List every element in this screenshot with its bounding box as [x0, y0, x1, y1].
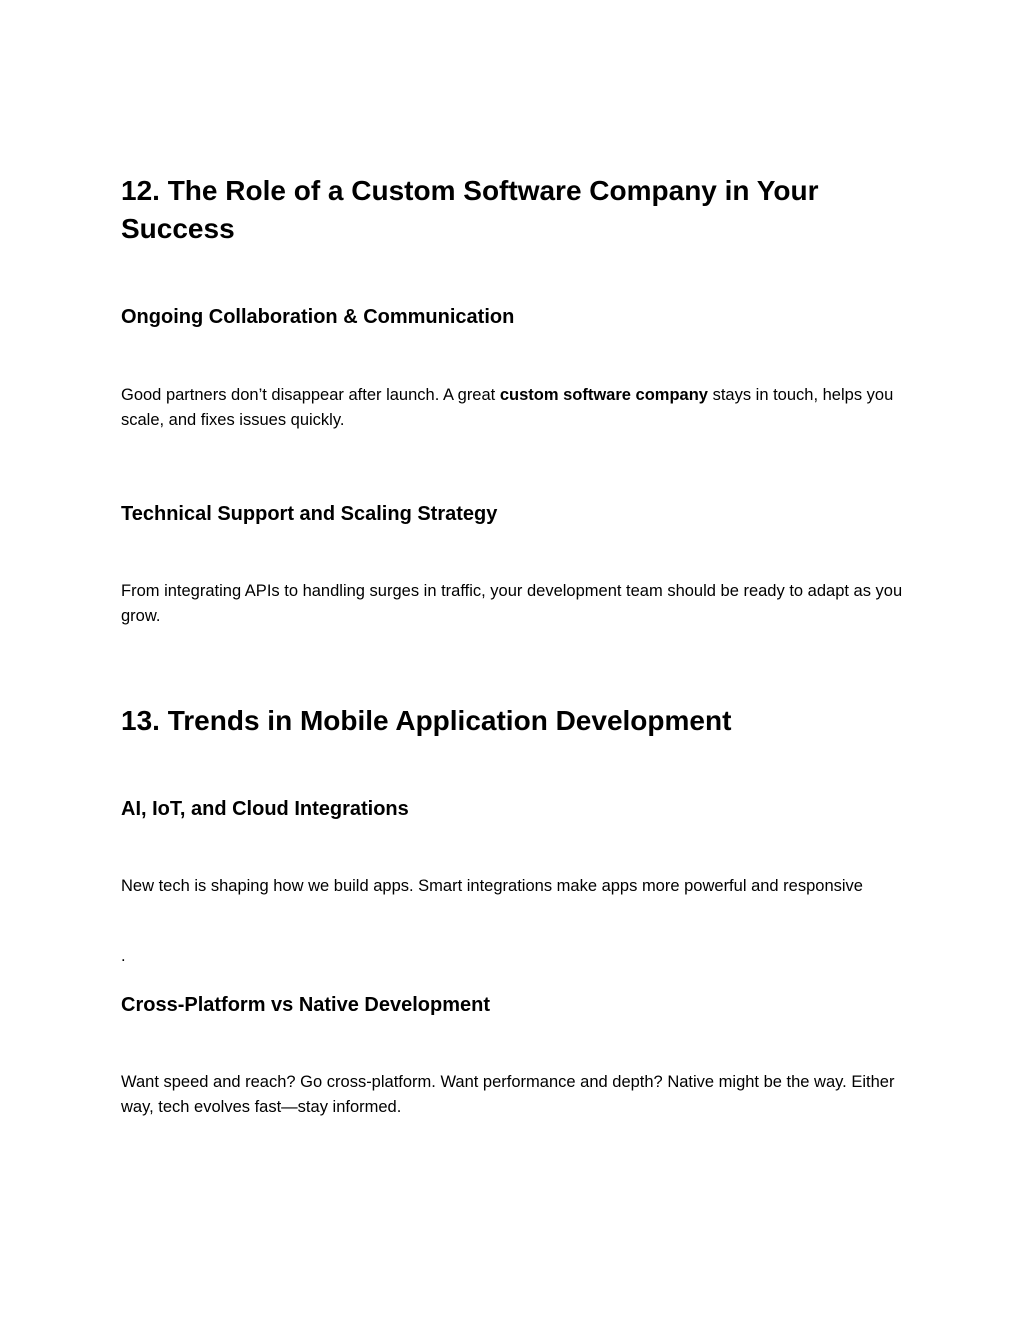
- support-heading: Technical Support and Scaling Strategy: [121, 503, 498, 525]
- collaboration-text-bold: custom software company: [499, 386, 708, 404]
- collaboration-paragraph: [121, 383, 911, 432]
- cross-platform-heading: Cross-Platform vs Native Development: [121, 994, 491, 1016]
- trailing-period: .: [121, 947, 126, 965]
- collaboration-text-end: stays in touch, helps you scale, and fixes issues quickly.: [121, 386, 894, 429]
- section-12-title-line2: Success: [121, 213, 235, 244]
- section-12-title-line1: 12. The Role of a Custom Software Company in Your: [121, 175, 819, 206]
- support-paragraph: From integrating APIs to handling surges in traffic, your development team should be ready to adapt as you grow.: [121, 582, 903, 625]
- cross-platform-paragraph: Want speed and reach? Go cross-platform. Want performance and depth? Native might be the way. Either way, tech evolves fast—stay informed.: [121, 1073, 895, 1116]
- collaboration-text-start: Good partners don’t disappear after launch. A great: [121, 386, 500, 404]
- collaboration-heading: Ongoing Collaboration & Communication: [121, 306, 515, 328]
- section-13-title: 13. Trends in Mobile Application Development: [121, 705, 732, 736]
- section-12-title: [121, 172, 911, 248]
- ai-iot-cloud-heading: AI, IoT, and Cloud Integrations: [121, 798, 409, 820]
- ai-iot-cloud-paragraph: New tech is shaping how we build apps. Smart integrations make apps more powerful and responsive: [121, 877, 863, 895]
